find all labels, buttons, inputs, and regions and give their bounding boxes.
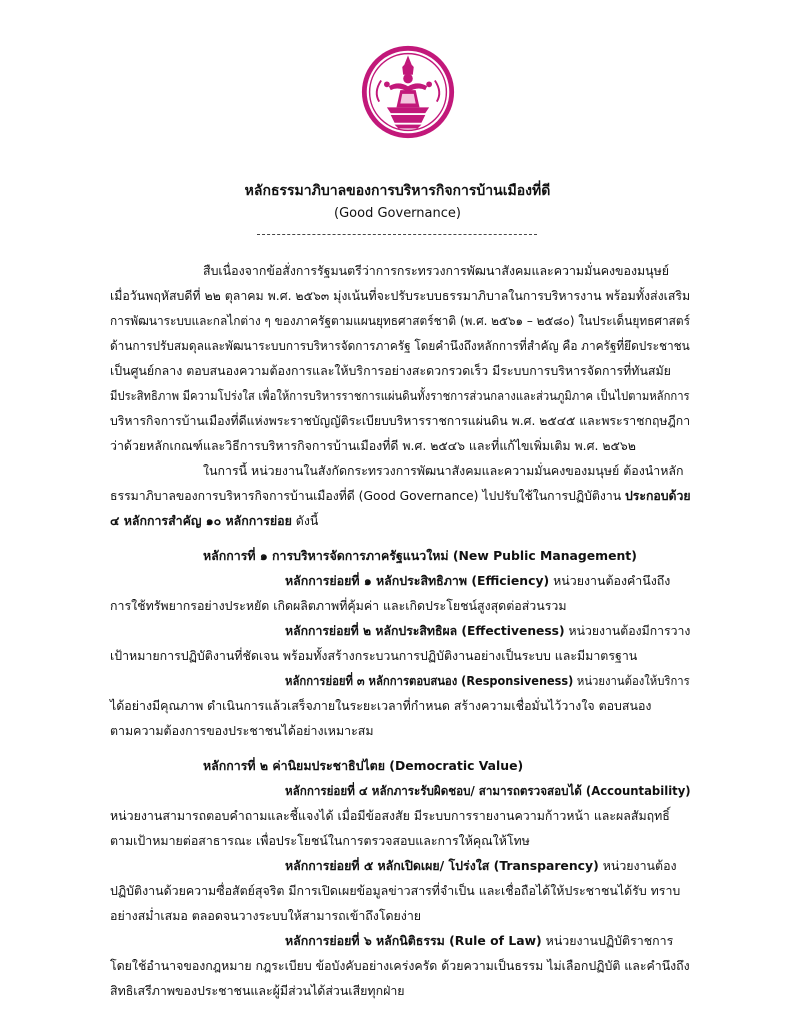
intro-line: เมื่อวันพฤหัสบดีที่ ๒๒ ตุลาคม พ.ศ. ๒๕๖๓ มุ่งเน้นที่จะปรับระบบธรรมาภิบาลในการบริหารงาน พร้อมทั้งส่งเสริม	[110, 288, 691, 303]
sub-principle-4: หลักการย่อยที่ ๔ หลักภาระรับผิดชอบ/ สามารถตรวจสอบได้ (Accountability)	[285, 783, 691, 798]
body-line: ตามความต้องการของประชาชนได้อย่างเหมาะสม	[110, 723, 374, 738]
document-subtitle: (Good Governance)	[334, 206, 461, 221]
sub-principle-5	[285, 857, 677, 874]
sub-principle-2	[285, 622, 690, 639]
intro-line: การพัฒนาระบบและกลไกต่าง ๆ ของภาครัฐตามแผนยุทธศาสตร์ชาติ (พ.ศ. ๒๕๖๑ – ๒๕๘๐) ในประเด็นยุทธศาสตร์	[110, 313, 690, 328]
intro-emphasis: ๔ หลักการสำคัญ ๑๐ หลักการย่อย	[110, 513, 292, 528]
sub-principle-title: หลักการย่อยที่ ๒ หลักประสิทธิผล (Effectiveness)	[285, 623, 565, 638]
principle-2-heading: หลักการที่ ๒ ค่านิยมประชาธิปไตย (Democratic Value)	[203, 758, 524, 773]
intro-emphasis: ประกอบด้วย	[625, 488, 691, 503]
sub-principle-title: หลักการย่อยที่ ๑ หลักประสิทธิภาพ (Efficiency)	[285, 573, 550, 588]
intro-line: สืบเนื่องจากข้อสั่งการรัฐมนตรีว่าการกระทรวงการพัฒนาสังคมและความมั่นคงของมนุษย์	[203, 263, 670, 278]
intro-text: ธรรมาภิบาลของการบริหารกิจการบ้านเมืองที่ดี (Good Governance) ไปปรับใช้ในการปฏิบัติงาน	[110, 488, 626, 503]
sub-principle-title: หลักการย่อยที่ ๓ หลักการตอบสนอง (Responsiveness)	[285, 673, 574, 688]
sub-principle-text: หน่วยงานปฏิบัติราชการ	[541, 933, 674, 948]
sub-principle-text: หน่วยงานต้องให้บริการ	[573, 673, 690, 688]
body-line: การใช้ทรัพยากรอย่างประหยัด เกิดผลิตภาพที่คุ้มค่า และเกิดประโยชน์สูงสุดต่อส่วนรวม	[110, 598, 567, 613]
body-line: อย่างสม่ำเสมอ ตลอดจนวางระบบให้สามารถเข้าถึงโดยง่าย	[110, 908, 422, 923]
body-line: ปฏิบัติงานด้วยความซื่อสัตย์สุจริต มีการเปิดเผยข้อมูลข่าวสารที่จำเป็น และเชื่อถือได้ให้ประชาชนได้รับ ทราบ	[110, 883, 681, 898]
sub-principle-title: หลักการย่อยที่ ๕ หลักเปิดเผย/ โปร่งใส (Transparency)	[285, 858, 599, 873]
intro-line	[110, 487, 691, 504]
intro-line: บริหารกิจการบ้านเมืองที่ดีแห่งพระราชบัญญัติระเบียบบริหารราชการแผ่นดิน พ.ศ. ๒๕๔๕ และพระราชกฤษฎีกา	[110, 413, 691, 428]
document-title: หลักธรรมาภิบาลของการบริหารกิจการบ้านเมืองที่ดี	[244, 183, 551, 199]
body-line: ได้อย่างมีคุณภาพ ดำเนินการแล้วเสร็จภายในระยะเวลาที่กำหนด สร้างความเชื่อมั่นไว้วางใจ ตอบสนอง	[110, 698, 652, 713]
body-line: สิทธิเสรีภาพของประชาชนและผู้มีส่วนได้ส่วนเสียทุกฝ่าย	[110, 983, 405, 998]
sub-principle-text: หน่วยงานต้องคำนึงถึง	[549, 573, 671, 588]
intro-line: เป็นศูนย์กลาง ตอบสนองความต้องการและให้บริการอย่างสะดวกรวดเร็ว มีระบบการบริหารจัดการที่ทันสมัย	[110, 363, 671, 378]
sub-principle-title: หลักการย่อยที่ ๖ หลักนิติธรรม (Rule of Law)	[285, 933, 542, 948]
ministry-emblem-icon	[360, 44, 456, 140]
sub-principle-3	[285, 672, 690, 689]
sub-principle-text: หน่วยงานต้องมีการวาง	[564, 623, 691, 638]
body-line: โดยใช้อำนาจของกฎหมาย กฎระเบียบ ข้อบังคับอย่างเคร่งครัด ด้วยความเป็นธรรม ไม่เลือกปฏิบัติ และคำนึงถึง	[110, 958, 690, 973]
body-line: หน่วยงานสามารถตอบคำถามและชี้แจงได้ เมื่อมีข้อสงสัย มีระบบการรายงานความก้าวหน้า และผลสัมฤทธิ์	[110, 808, 670, 823]
sub-principle-1	[285, 572, 670, 589]
intro-line: มีประสิทธิภาพ มีความโปร่งใส เพื่อให้การบริหารราชการแผ่นดินทั้งราชการส่วนกลางและส่วนภูมิภาค เป็นไปตามหลักการ	[110, 388, 690, 403]
intro-line: ด้านการปรับสมดุลและพัฒนาระบบการบริหารจัดการภาครัฐ โดยคำนึงถึงหลักการที่สำคัญ คือ ภาครัฐที่ยึดประชาชน	[110, 338, 690, 353]
principle-1-heading: หลักการที่ ๑ การบริหารจัดการภาครัฐแนวใหม่ (New Public Management)	[203, 548, 637, 563]
body-line: ตามเป้าหมายต่อสาธารณะ เพื่อประโยชน์ในการตรวจสอบและการให้คุณให้โทษ	[110, 833, 530, 848]
intro-line	[110, 512, 318, 529]
intro-line: ว่าด้วยหลักเกณฑ์และวิธีการบริหารกิจการบ้านเมืองที่ดี พ.ศ. ๒๕๔๖ และที่แก้ไขเพิ่มเติม พ.ศ. ๒๕๖๒	[110, 438, 636, 453]
intro-text: ดังนี้	[291, 513, 319, 528]
intro-line: ในการนี้ หน่วยงานในสังกัดกระทรวงการพัฒนาสังคมและความมั่นคงของมนุษย์ ต้องนำหลัก	[203, 463, 684, 478]
title-divider	[257, 234, 537, 235]
body-line: เป้าหมายการปฏิบัติงานที่ชัดเจน พร้อมทั้งสร้างกระบวนการปฏิบัติงานอย่างเป็นระบบ และมีมาตรฐาน	[110, 648, 638, 663]
sub-principle-text: หน่วยงานต้อง	[598, 858, 677, 873]
sub-principle-6	[285, 932, 673, 949]
